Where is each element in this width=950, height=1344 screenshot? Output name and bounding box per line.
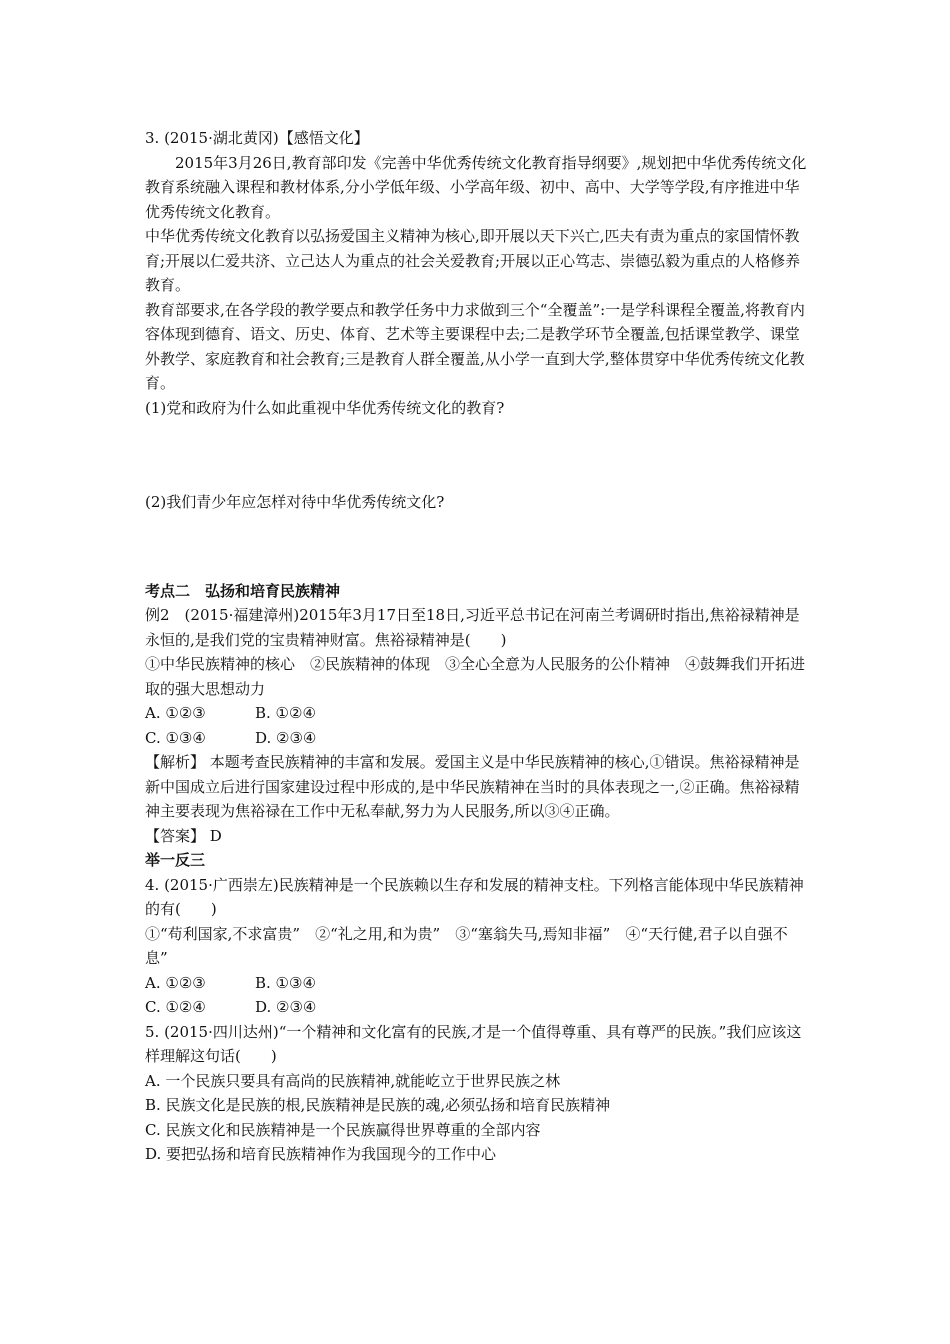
- example2-analysis: 【解析】 本题考查民族精神的丰富和发展。爱国主义是中华民族精神的核心,①错误。焦裕禄精神是新中国成立后进行国家建设过程中形成的,是中华民族精神在当时的具体表现之一,②正确。焦裕禄精神主要表现为焦裕禄在工作中无私奉献,努力为人民服务,所以③④正确。: [145, 753, 800, 820]
- section-title: 考点二 弘扬和培育民族精神: [145, 581, 341, 600]
- example2-option-d: D. ②③④: [255, 728, 317, 747]
- q5-option-b: B. 民族文化是民族的根,民族精神是民族的魂,必须弘扬和培育民族精神: [145, 1096, 611, 1114]
- answer-space-2: [145, 515, 810, 579]
- q4-option-c: C. ①②④: [145, 998, 206, 1016]
- practice-title: 举一反三: [145, 851, 206, 869]
- answer-space-1: [145, 420, 810, 490]
- q5-option-c: C. 民族文化和民族精神是一个民族赢得世界尊重的全部内容: [145, 1120, 541, 1139]
- q5-option-a: A. 一个民族只要具有高尚的民族精神,就能屹立于世界民族之林: [145, 1071, 561, 1090]
- example2-options-row-2: [145, 726, 810, 751]
- q5-option-d: D. 要把弘扬和培育民族精神作为我国现今的工作中心: [145, 1145, 497, 1163]
- example2-option-a: A. ①②③: [145, 704, 206, 722]
- q3-subquestion-1: (1)党和政府为什么如此重视中华优秀传统文化的教育?: [145, 398, 505, 417]
- example2-option-c: C. ①③④: [145, 728, 206, 747]
- q4-options-row-2: [145, 995, 810, 1020]
- q3-paragraph-2: 中华优秀传统文化教育以弘扬爱国主义精神为核心,即开展以天下兴亡,匹夫有责为重点的家国情怀教育;开展以仁爱共济、立己达人为重点的社会关爱教育;开展以正心笃志、崇德弘毅为重点的人格修养教育。: [145, 227, 801, 294]
- q3-header: 3. (2015·湖北黄冈)【感悟文化】: [145, 129, 369, 147]
- q4-option-d: D. ②③④: [255, 998, 317, 1016]
- q3-paragraph-3: 教育部要求,在各学段的教学要点和教学任务中力求做到三个“全覆盖”:一是学科课程全覆盖,将教育内容体现到德育、语文、历史、体育、艺术等主要课程中去;二是教学环节全覆盖,包括课堂教学、课堂外教学、家庭教育和社会教育;三是教育人群全覆盖,从小学一直到大学,整体贯穿中华优秀传统文化教育。: [145, 300, 805, 392]
- q4-items: ①“苟利国家,不求富贵” ②“礼之用,和为贵” ③“塞翁失马,焉知非福” ④“天行健,君子以自强不息”: [145, 924, 788, 967]
- q4-stem: 4. (2015·广西崇左)民族精神是一个民族赖以生存和发展的精神支柱。下列格言能体现中华民族精神的有( ): [145, 875, 804, 918]
- example2-items: ①中华民族精神的核心 ②民族精神的体现 ③全心全意为人民服务的公仆精神 ④鼓舞我们开拓进取的强大思想动力: [145, 655, 806, 698]
- example2-options-row-1: [145, 701, 810, 726]
- q4-option-a: A. ①②③: [145, 973, 206, 992]
- q5-stem: 5. (2015·四川达州)“一个精神和文化富有的民族,才是一个值得尊重、具有尊严的民族。”我们应该这样理解这句话( ): [145, 1022, 802, 1065]
- example2-answer: 【答案】 D: [145, 826, 222, 845]
- q4-option-b: B. ①③④: [255, 973, 316, 992]
- q3-paragraph-1: 2015年3月26日,教育部印发《完善中华优秀传统文化教育指导纲要》,规划把中华优秀传统文化教育系统融入课程和教材体系,分小学低年级、小学高年级、初中、高中、大学等学段,有序推进中华优秀传统文化教育。: [145, 153, 807, 221]
- document-page: [145, 126, 810, 1167]
- q4-options-row-1: [145, 971, 810, 996]
- example2-option-b: B. ①②④: [255, 704, 316, 722]
- example2-stem: 例2 (2015·福建漳州)2015年3月17日至18日,习近平总书记在河南兰考调研时指出,焦裕禄精神是永恒的,是我们党的宝贵精神财富。焦裕禄精神是( ): [145, 606, 800, 649]
- q3-subquestion-2: (2)我们青少年应怎样对待中华优秀传统文化?: [145, 493, 445, 511]
